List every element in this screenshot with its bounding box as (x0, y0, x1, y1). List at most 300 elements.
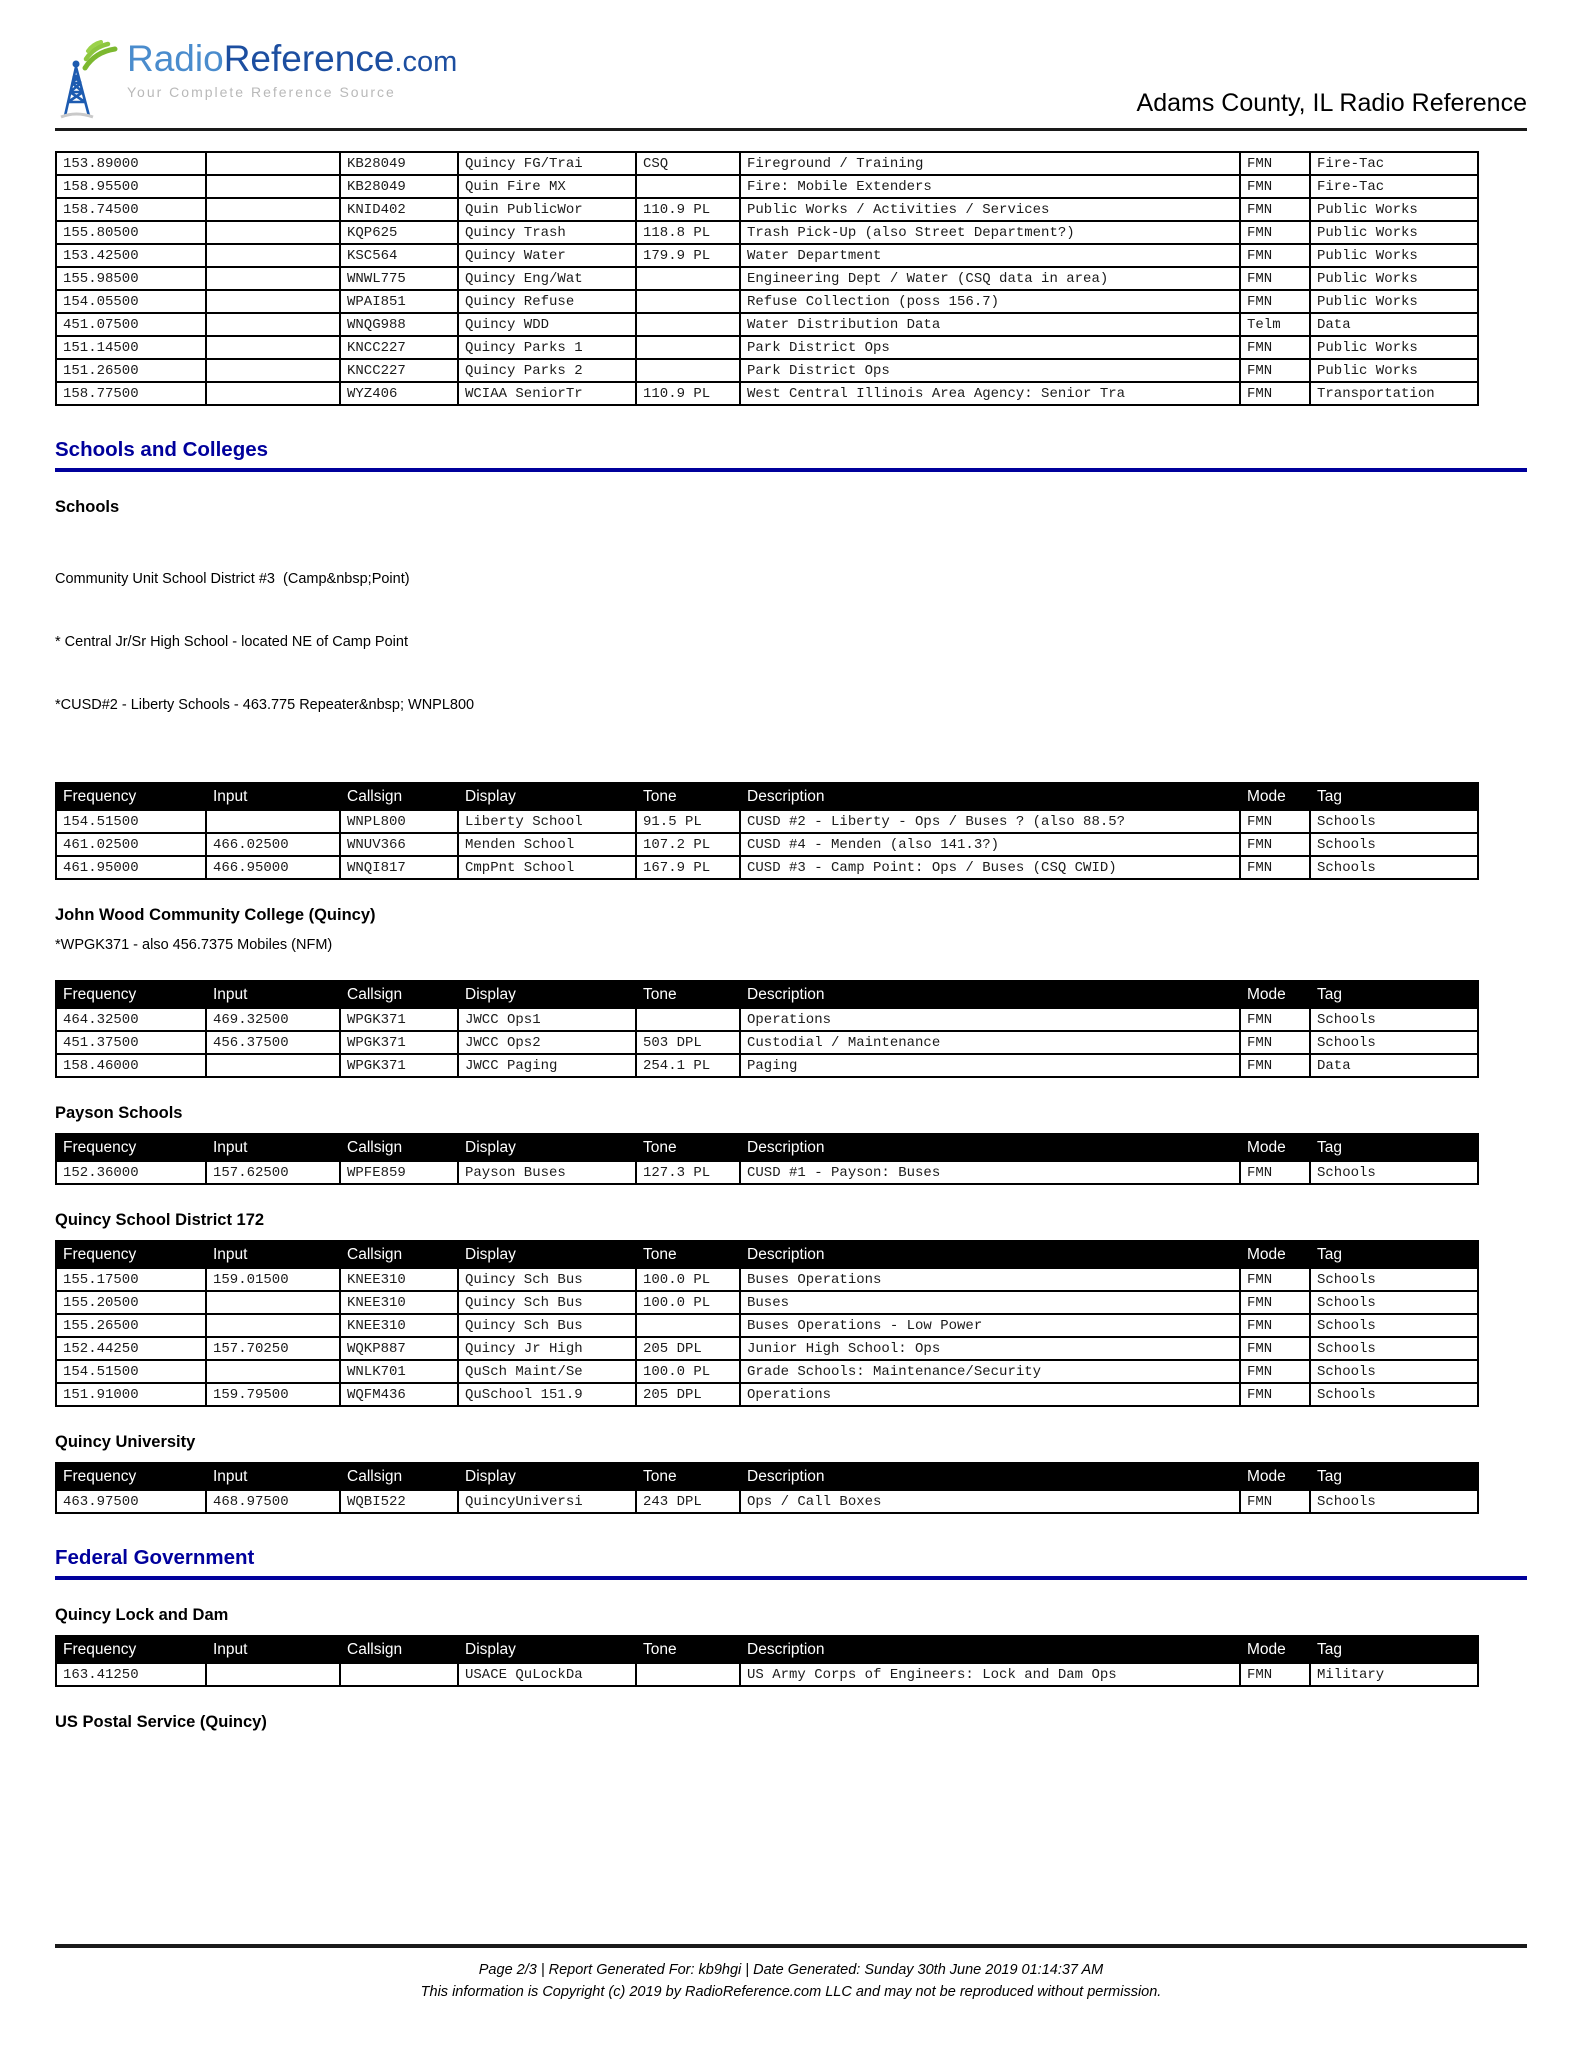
table-cell (636, 1663, 740, 1686)
table-cell: Data (1310, 1054, 1478, 1077)
logo-tagline: Your Complete Reference Source (127, 84, 396, 100)
column-header: Callsign (340, 1636, 458, 1663)
frequency-table-schools (55, 782, 1479, 880)
column-header: Callsign (340, 981, 458, 1008)
jwcc-note: *WPGK371 - also 456.7375 Mobiles (NFM) (55, 937, 333, 954)
logo-word-radio: Radio (127, 38, 224, 79)
table-header-row (56, 981, 1478, 1008)
column-header: Callsign (340, 1463, 458, 1490)
table-cell: FMN (1240, 1031, 1310, 1054)
table-cell: 463.97500 (56, 1490, 206, 1513)
table-row (56, 833, 1478, 856)
table-row (56, 198, 1478, 221)
table-cell: Water Distribution Data (740, 313, 1240, 336)
note-line: *CUSD#2 - Liberty Schools - 463.775 Repeater&nbsp; WNPL800 (55, 697, 475, 714)
table-cell (206, 1291, 340, 1314)
table-cell: 158.77500 (56, 382, 206, 405)
column-header: Display (458, 1241, 636, 1268)
table-cell: KB28049 (340, 175, 458, 198)
table-cell (206, 1314, 340, 1337)
column-header: Display (458, 1134, 636, 1161)
table-cell: Buses (740, 1291, 1240, 1314)
table-cell: Schools (1310, 1268, 1478, 1291)
table-cell: Quincy Sch Bus (458, 1268, 636, 1291)
table-cell: WPAI851 (340, 290, 458, 313)
table-cell: Payson Buses (458, 1161, 636, 1184)
table-cell: KNCC227 (340, 336, 458, 359)
table-cell: 159.01500 (206, 1268, 340, 1291)
table-cell: Schools (1310, 1291, 1478, 1314)
logo-word-com: .com (394, 46, 458, 78)
header-rule (55, 128, 1527, 131)
table-cell (206, 267, 340, 290)
table-cell: WYZ406 (340, 382, 458, 405)
frequency-table-jwcc (55, 980, 1479, 1078)
table-cell: 167.9 PL (636, 856, 740, 879)
column-header: Frequency (56, 1134, 206, 1161)
table-cell: 154.51500 (56, 810, 206, 833)
table-row (56, 1161, 1478, 1184)
column-header: Mode (1240, 783, 1310, 810)
table-cell: Public Works (1310, 267, 1478, 290)
footer-line-2: This information is Copyright (c) 2019 by RadioReference.com LLC and may not be reproduced without permission. (420, 1983, 1162, 2000)
table-cell: 154.51500 (56, 1360, 206, 1383)
table-cell (636, 175, 740, 198)
table-cell: KNEE310 (340, 1268, 458, 1291)
column-header: Tone (636, 981, 740, 1008)
table-cell: FMN (1240, 1054, 1310, 1077)
table-cell: 107.2 PL (636, 833, 740, 856)
table-cell: Fire-Tac (1310, 175, 1478, 198)
table-cell: 155.80500 (56, 221, 206, 244)
subheading-quincy-university: Quincy University (55, 1433, 196, 1452)
table-cell: 110.9 PL (636, 198, 740, 221)
table-cell: 158.95500 (56, 175, 206, 198)
table-row (56, 290, 1478, 313)
table-cell: 159.79500 (206, 1383, 340, 1406)
radioreference-logo (55, 40, 457, 120)
table-cell: Schools (1310, 833, 1478, 856)
frequency-table-quincy-university (55, 1462, 1479, 1514)
table-cell (636, 1008, 740, 1031)
table-cell: KNID402 (340, 198, 458, 221)
table-row (56, 175, 1478, 198)
table-row (56, 336, 1478, 359)
table-cell: 205 DPL (636, 1337, 740, 1360)
table-cell: Park District Ops (740, 359, 1240, 382)
table-cell: WPGK371 (340, 1031, 458, 1054)
table-cell: 155.17500 (56, 1268, 206, 1291)
table-cell: Data (1310, 313, 1478, 336)
table-cell: 151.91000 (56, 1383, 206, 1406)
table-cell: FMN (1240, 382, 1310, 405)
table-cell: Quincy FG/Trai (458, 152, 636, 175)
table-cell: Ops / Call Boxes (740, 1490, 1240, 1513)
table-cell: Schools (1310, 1337, 1478, 1360)
table-cell: Schools (1310, 1031, 1478, 1054)
table-cell: CUSD #1 - Payson: Buses (740, 1161, 1240, 1184)
table-row (56, 1268, 1478, 1291)
table-header-row (56, 1241, 1478, 1268)
column-header: Tone (636, 1134, 740, 1161)
table-row (56, 1490, 1478, 1513)
column-header: Input (206, 1636, 340, 1663)
column-header: Display (458, 981, 636, 1008)
table-cell: 158.46000 (56, 1054, 206, 1077)
column-header: Description (740, 981, 1240, 1008)
column-header: Frequency (56, 1463, 206, 1490)
table-cell: KNEE310 (340, 1291, 458, 1314)
table-cell: WNQG988 (340, 313, 458, 336)
table-cell (636, 359, 740, 382)
subheading-qsd172: Quincy School District 172 (55, 1211, 265, 1230)
table-cell (206, 1054, 340, 1077)
table-cell: QuSch Maint/Se (458, 1360, 636, 1383)
table-cell: Park District Ops (740, 336, 1240, 359)
table-cell: 127.3 PL (636, 1161, 740, 1184)
table-cell: Custodial / Maintenance (740, 1031, 1240, 1054)
table-header-row (56, 783, 1478, 810)
column-header: Mode (1240, 981, 1310, 1008)
table-cell: JWCC Ops2 (458, 1031, 636, 1054)
table-cell: QuincyUniversi (458, 1490, 636, 1513)
table-cell: FMN (1240, 856, 1310, 879)
table-cell (636, 313, 740, 336)
table-cell: Schools (1310, 810, 1478, 833)
column-header: Tone (636, 1241, 740, 1268)
subheading-lock-and-dam: Quincy Lock and Dam (55, 1606, 229, 1625)
table-cell: FMN (1240, 810, 1310, 833)
table-cell (636, 336, 740, 359)
table-cell: 100.0 PL (636, 1268, 740, 1291)
table-cell: FMN (1240, 359, 1310, 382)
section-heading-federal-government: Federal Government (55, 1546, 1527, 1580)
table-cell: WNPL800 (340, 810, 458, 833)
table-cell: Public Works / Activities / Services (740, 198, 1240, 221)
table-cell: KNCC227 (340, 359, 458, 382)
table-cell: FMN (1240, 244, 1310, 267)
table-cell: 157.70250 (206, 1337, 340, 1360)
table-row (56, 313, 1478, 336)
table-cell: Engineering Dept / Water (CSQ data in area) (740, 267, 1240, 290)
frequency-table-qsd172 (55, 1240, 1479, 1407)
table-cell: Military (1310, 1663, 1478, 1686)
table-cell: 155.98500 (56, 267, 206, 290)
table-cell: Refuse Collection (poss 156.7) (740, 290, 1240, 313)
table-cell: 464.32500 (56, 1008, 206, 1031)
subheading-jwcc: John Wood Community College (Quincy) (55, 906, 376, 925)
table-row (56, 856, 1478, 879)
table-cell: 91.5 PL (636, 810, 740, 833)
column-header: Mode (1240, 1241, 1310, 1268)
column-header: Tag (1310, 783, 1478, 810)
table-cell: Schools (1310, 1490, 1478, 1513)
table-cell: Quin Fire MX (458, 175, 636, 198)
logo-wordmark (127, 40, 457, 77)
table-cell: FMN (1240, 1490, 1310, 1513)
table-cell: WNQI817 (340, 856, 458, 879)
table-cell: WQBI522 (340, 1490, 458, 1513)
table-row (56, 267, 1478, 290)
page-footer (55, 1944, 1527, 2004)
table-cell: CUSD #2 - Liberty - Ops / Buses ? (also 88.5? (740, 810, 1240, 833)
column-header: Description (740, 1636, 1240, 1663)
table-cell: Public Works (1310, 244, 1478, 267)
column-header: Tag (1310, 1636, 1478, 1663)
table-cell: Quin PublicWor (458, 198, 636, 221)
table-cell: Fire-Tac (1310, 152, 1478, 175)
table-row (56, 1314, 1478, 1337)
table-row (56, 221, 1478, 244)
table-cell: Quincy Jr High (458, 1337, 636, 1360)
table-cell: WCIAA SeniorTr (458, 382, 636, 405)
table-cell: 503 DPL (636, 1031, 740, 1054)
subheading-schools: Schools (55, 498, 120, 516)
schools-notes (55, 527, 1527, 758)
table-cell: Quincy Refuse (458, 290, 636, 313)
table-cell: WQFM436 (340, 1383, 458, 1406)
radio-tower-icon (55, 40, 121, 120)
column-header: Tag (1310, 1463, 1478, 1490)
table-cell: Quincy Water (458, 244, 636, 267)
table-cell: 158.74500 (56, 198, 206, 221)
subheading-usps: US Postal Service (Quincy) (55, 1713, 267, 1732)
column-header: Input (206, 783, 340, 810)
table-cell: 451.37500 (56, 1031, 206, 1054)
table-cell: JWCC Ops1 (458, 1008, 636, 1031)
table-cell: FMN (1240, 1360, 1310, 1383)
table-row (56, 1360, 1478, 1383)
table-cell: KSC564 (340, 244, 458, 267)
table-cell: FMN (1240, 221, 1310, 244)
table-cell: 456.37500 (206, 1031, 340, 1054)
table-cell: WPFE859 (340, 1161, 458, 1184)
table-cell: FMN (1240, 175, 1310, 198)
table-cell: 153.42500 (56, 244, 206, 267)
table-header-row (56, 1134, 1478, 1161)
frequency-table-continued (55, 151, 1479, 406)
footer-line-1: Page 2/3 | Report Generated For: kb9hgi | Date Generated: Sunday 30th June 2019 01:14:37 AM (478, 1962, 1104, 1978)
table-cell: 155.26500 (56, 1314, 206, 1337)
table-cell: Liberty School (458, 810, 636, 833)
table-cell (206, 175, 340, 198)
table-cell: 451.07500 (56, 313, 206, 336)
table-cell: Public Works (1310, 290, 1478, 313)
column-header: Display (458, 783, 636, 810)
table-cell: FMN (1240, 290, 1310, 313)
table-row (56, 359, 1478, 382)
table-cell: US Army Corps of Engineers: Lock and Dam Ops (740, 1663, 1240, 1686)
table-cell (206, 382, 340, 405)
table-cell: FMN (1240, 336, 1310, 359)
table-cell: CUSD #3 - Camp Point: Ops / Buses (CSQ CWID) (740, 856, 1240, 879)
table-cell (206, 221, 340, 244)
table-cell: CSQ (636, 152, 740, 175)
table-row (56, 152, 1478, 175)
table-cell (206, 290, 340, 313)
logo-word-reference: Reference (223, 38, 395, 79)
column-header: Display (458, 1636, 636, 1663)
table-cell (206, 244, 340, 267)
column-header: Tone (636, 783, 740, 810)
table-cell: 468.97500 (206, 1490, 340, 1513)
table-cell: WNUV366 (340, 833, 458, 856)
table-cell: WNWL775 (340, 267, 458, 290)
table-cell: FMN (1240, 1663, 1310, 1686)
table-cell: FMN (1240, 1268, 1310, 1291)
column-header: Input (206, 1134, 340, 1161)
table-row (56, 1383, 1478, 1406)
table-cell: Public Works (1310, 198, 1478, 221)
table-cell: KB28049 (340, 152, 458, 175)
table-cell: 243 DPL (636, 1490, 740, 1513)
table-cell: 466.95000 (206, 856, 340, 879)
column-header: Frequency (56, 981, 206, 1008)
table-cell: 152.44250 (56, 1337, 206, 1360)
table-cell: 151.26500 (56, 359, 206, 382)
table-row (56, 1031, 1478, 1054)
table-header-row (56, 1463, 1478, 1490)
column-header: Tag (1310, 1134, 1478, 1161)
table-cell: 461.02500 (56, 833, 206, 856)
table-header-row (56, 1636, 1478, 1663)
column-header: Input (206, 1463, 340, 1490)
table-cell: 153.89000 (56, 152, 206, 175)
table-cell: 100.0 PL (636, 1291, 740, 1314)
logo-text (127, 40, 457, 100)
table-cell: FMN (1240, 1383, 1310, 1406)
table-cell: WNLK701 (340, 1360, 458, 1383)
table-cell: Schools (1310, 1314, 1478, 1337)
page-header (55, 0, 1527, 120)
table-cell (340, 1663, 458, 1686)
table-cell: 155.20500 (56, 1291, 206, 1314)
table-cell: WQKP887 (340, 1337, 458, 1360)
note-line: * Central Jr/Sr High School - located NE of Camp Point (55, 634, 408, 651)
table-cell (206, 1360, 340, 1383)
column-header: Description (740, 783, 1240, 810)
table-cell: Paging (740, 1054, 1240, 1077)
table-cell: Schools (1310, 1008, 1478, 1031)
table-cell: Schools (1310, 1161, 1478, 1184)
table-cell: Telm (1240, 313, 1310, 336)
section-heading-schools-and-colleges: Schools and Colleges (55, 438, 1527, 472)
column-header: Description (740, 1463, 1240, 1490)
frequency-table-payson (55, 1133, 1479, 1185)
table-cell: Quincy Parks 2 (458, 359, 636, 382)
column-header: Mode (1240, 1134, 1310, 1161)
table-row (56, 1291, 1478, 1314)
table-row (56, 382, 1478, 405)
column-header: Callsign (340, 1134, 458, 1161)
table-cell (206, 313, 340, 336)
table-cell: Quincy Sch Bus (458, 1291, 636, 1314)
table-cell: Fire: Mobile Extenders (740, 175, 1240, 198)
table-cell: USACE QuLockDa (458, 1663, 636, 1686)
frequency-table-lock-and-dam (55, 1635, 1479, 1687)
table-cell: Grade Schools: Maintenance/Security (740, 1360, 1240, 1383)
column-header: Description (740, 1134, 1240, 1161)
table-cell: FMN (1240, 1161, 1310, 1184)
table-cell: Quincy Parks 1 (458, 336, 636, 359)
table-cell: 157.62500 (206, 1161, 340, 1184)
table-row (56, 1054, 1478, 1077)
column-header: Callsign (340, 783, 458, 810)
table-cell: 461.95000 (56, 856, 206, 879)
table-row (56, 244, 1478, 267)
table-cell: FMN (1240, 1008, 1310, 1031)
table-cell: 100.0 PL (636, 1360, 740, 1383)
table-cell: FMN (1240, 1337, 1310, 1360)
table-row (56, 1008, 1478, 1031)
column-header: Tone (636, 1463, 740, 1490)
table-cell: Quincy Sch Bus (458, 1314, 636, 1337)
table-cell: FMN (1240, 1291, 1310, 1314)
table-cell: QuSchool 151.9 (458, 1383, 636, 1406)
table-cell: KQP625 (340, 221, 458, 244)
table-cell: 469.32500 (206, 1008, 340, 1031)
table-cell: 163.41250 (56, 1663, 206, 1686)
table-cell: Buses Operations (740, 1268, 1240, 1291)
column-header: Tag (1310, 1241, 1478, 1268)
column-header: Description (740, 1241, 1240, 1268)
table-cell: Fireground / Training (740, 152, 1240, 175)
table-row (56, 1663, 1478, 1686)
table-cell: Quincy WDD (458, 313, 636, 336)
table-row (56, 810, 1478, 833)
table-cell: 205 DPL (636, 1383, 740, 1406)
table-cell: 110.9 PL (636, 382, 740, 405)
table-cell: 179.9 PL (636, 244, 740, 267)
table-cell (206, 336, 340, 359)
table-cell: WPGK371 (340, 1054, 458, 1077)
table-cell (206, 198, 340, 221)
table-cell: 254.1 PL (636, 1054, 740, 1077)
table-cell: FMN (1240, 833, 1310, 856)
column-header: Mode (1240, 1463, 1310, 1490)
table-cell: Operations (740, 1008, 1240, 1031)
table-cell: Public Works (1310, 221, 1478, 244)
table-cell (206, 1663, 340, 1686)
table-cell (636, 1314, 740, 1337)
table-cell (636, 267, 740, 290)
table-cell: West Central Illinois Area Agency: Senior Tra (740, 382, 1240, 405)
table-cell: Junior High School: Ops (740, 1337, 1240, 1360)
table-cell (206, 152, 340, 175)
table-cell: Quincy Eng/Wat (458, 267, 636, 290)
table-cell: FMN (1240, 1314, 1310, 1337)
column-header: Input (206, 1241, 340, 1268)
column-header: Frequency (56, 1636, 206, 1663)
table-cell: JWCC Paging (458, 1054, 636, 1077)
table-cell: Schools (1310, 856, 1478, 879)
table-cell: 118.8 PL (636, 221, 740, 244)
column-header: Display (458, 1463, 636, 1490)
table-cell: Quincy Trash (458, 221, 636, 244)
column-header: Callsign (340, 1241, 458, 1268)
subheading-payson: Payson Schools (55, 1104, 183, 1123)
column-header: Frequency (56, 783, 206, 810)
table-cell: Public Works (1310, 359, 1478, 382)
column-header: Input (206, 981, 340, 1008)
note-line: Community Unit School District #3 (Camp&nbsp;Point) (55, 571, 410, 588)
table-cell: 466.02500 (206, 833, 340, 856)
column-header: Frequency (56, 1241, 206, 1268)
table-row (56, 1337, 1478, 1360)
table-cell: Schools (1310, 1360, 1478, 1383)
column-header: Tone (636, 1636, 740, 1663)
table-cell: Water Department (740, 244, 1240, 267)
